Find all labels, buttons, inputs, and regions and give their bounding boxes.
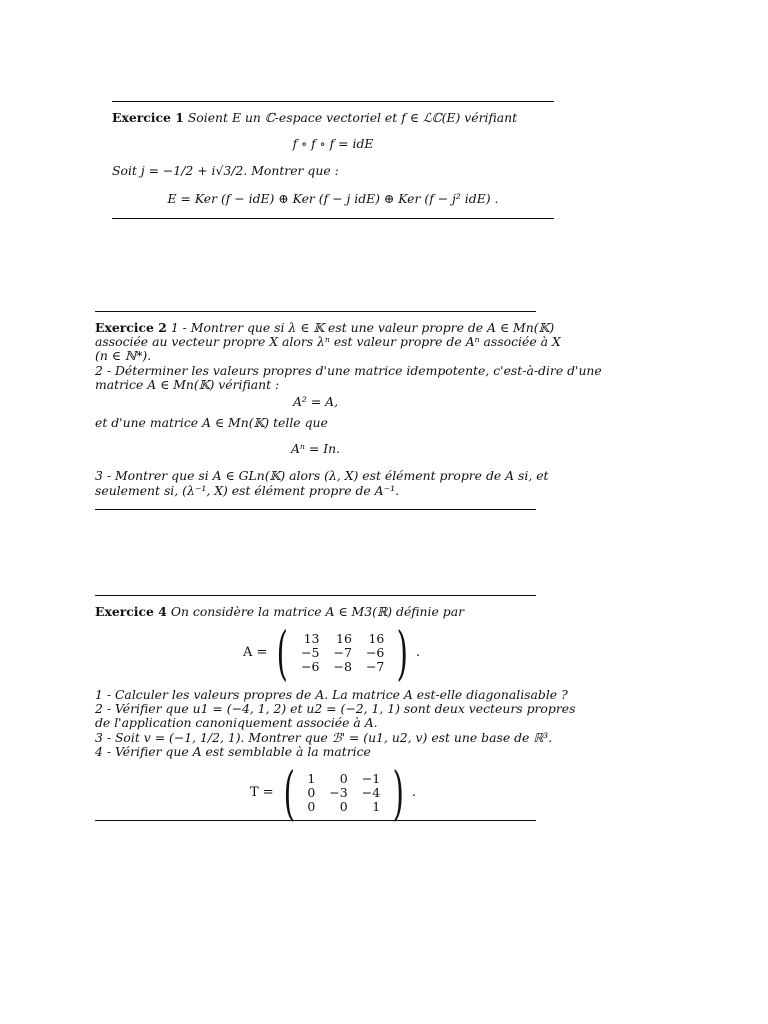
matrix-a-cell: −5	[301, 645, 320, 660]
matrix-a-label: A =	[243, 645, 268, 660]
matrix-t-right-paren: )	[392, 759, 405, 827]
ex4-top-rule	[95, 595, 536, 596]
matrix-t-cell: 0	[339, 799, 348, 814]
ex2-line-3: (n ∈ ℕ*).	[95, 348, 152, 363]
ex4-line-4: 3 - Soit v = (−1, 1/2, 1). Montrer que ℬ' = (u1, u2, v) est une base de ℝ³.	[95, 730, 553, 745]
matrix-a-table	[294, 632, 391, 674]
matrix-t-left-paren: (	[283, 759, 295, 827]
ex2-title: Exercice 2	[95, 320, 167, 335]
ex2-line-4: 2 - Déterminer les valeurs propres d'une matrice idempotente, c'est-à-dire d'une	[95, 363, 602, 378]
matrix-t-cell: 1	[372, 799, 381, 814]
ex4-title: Exercice 4	[95, 604, 167, 619]
ex2-line-6: et d'une matrice A ∈ Mn(𝕂) telle que	[95, 415, 328, 430]
ex1-bottom-rule	[112, 218, 554, 219]
ex1-equation: f ∘ f ∘ f = idE	[292, 136, 374, 151]
exercise-1	[112, 110, 554, 215]
matrix-t	[250, 759, 416, 827]
matrix-t-cell: −3	[329, 785, 348, 800]
matrix-a-cell: −6	[365, 645, 385, 660]
exercise-2	[95, 320, 602, 500]
matrix-t-cell: 0	[307, 799, 316, 814]
matrix-a-row	[294, 660, 391, 674]
matrix-t-table	[300, 772, 387, 814]
matrix-a-row	[294, 646, 391, 660]
matrix-a-row	[294, 632, 391, 646]
matrix-t-cell: 0	[339, 771, 348, 786]
ex4-line-2: 2 - Vérifier que u1 = (−4, 1, 2) et u2 = (−2, 1, 1) sont deux vecteurs propres	[95, 701, 576, 716]
ex1-top-rule	[112, 101, 554, 102]
ex1-title: Exercice 1	[112, 110, 184, 125]
ex4-line-5: 4 - Vérifier que A est semblable à la matrice	[95, 744, 371, 759]
ex2-line-7: 3 - Montrer que si A ∈ GLn(𝕂) alors (λ, X) est élément propre de A si, et	[95, 468, 549, 483]
matrix-a-period: .	[416, 645, 421, 660]
ex4-bottom-rule	[95, 820, 536, 821]
matrix-a-cell: −8	[333, 659, 352, 674]
ex2-eq-1: A² = A,	[292, 394, 339, 409]
ex2-line-1: 1 - Montrer que si λ ∈ 𝕂 est une valeur propre de A ∈ Mn(𝕂)	[170, 320, 555, 335]
ex1-result: E = Ker (f − idE) ⊕ Ker (f − j idE) ⊕ Ker (f − j² idE) .	[167, 191, 499, 206]
ex4-line-3: de l'application canoniquement associée à A.	[95, 715, 378, 730]
matrix-a-cell: −7	[333, 645, 352, 660]
matrix-t-cell: 0	[307, 785, 316, 800]
matrix-t-row	[300, 800, 387, 814]
matrix-t-period: .	[411, 785, 416, 800]
exercise-4	[95, 604, 576, 827]
matrix-a-left-paren: (	[277, 619, 289, 687]
matrix-a	[243, 619, 421, 687]
ex2-top-rule	[95, 311, 536, 312]
matrix-t-cell: −4	[361, 785, 381, 800]
matrix-a-cell: −6	[301, 659, 320, 674]
matrix-a-cell: 16	[368, 631, 385, 646]
ex2-line-5: matrice A ∈ Mn(𝕂) vérifiant :	[95, 377, 280, 392]
matrix-t-label: T =	[250, 785, 274, 800]
matrix-a-cell: 13	[303, 631, 320, 646]
ex2-bottom-rule	[95, 509, 536, 510]
ex2-eq-2: Aⁿ = In.	[290, 441, 341, 456]
ex1-statement: Soient E un ℂ-espace vectoriel et f ∈ ℒℂ(E) vérifiant	[187, 110, 518, 125]
ex2-line-2: associée au vecteur propre X alors λⁿ est valeur propre de Aⁿ associée à X	[95, 334, 561, 349]
ex1-given: Soit j = −1/2 + i√3/2. Montrer que :	[112, 163, 339, 178]
ex2-line-8: seulement si, (λ⁻¹, X) est élément propre de A⁻¹.	[95, 483, 400, 498]
matrix-a-cell: −7	[365, 659, 385, 674]
matrix-t-cell: 1	[307, 771, 316, 786]
ex4-intro: On considère la matrice A ∈ M3(ℝ) définie par	[170, 604, 465, 619]
matrix-a-cell: 16	[336, 631, 352, 646]
ex4-line-1: 1 - Calculer les valeurs propres de A. La matrice A est-elle diagonalisable ?	[95, 687, 568, 702]
matrix-a-right-paren: )	[397, 619, 409, 687]
matrix-t-cell: −1	[361, 771, 381, 786]
matrix-t-row	[300, 786, 387, 800]
matrix-t-row	[300, 772, 387, 786]
